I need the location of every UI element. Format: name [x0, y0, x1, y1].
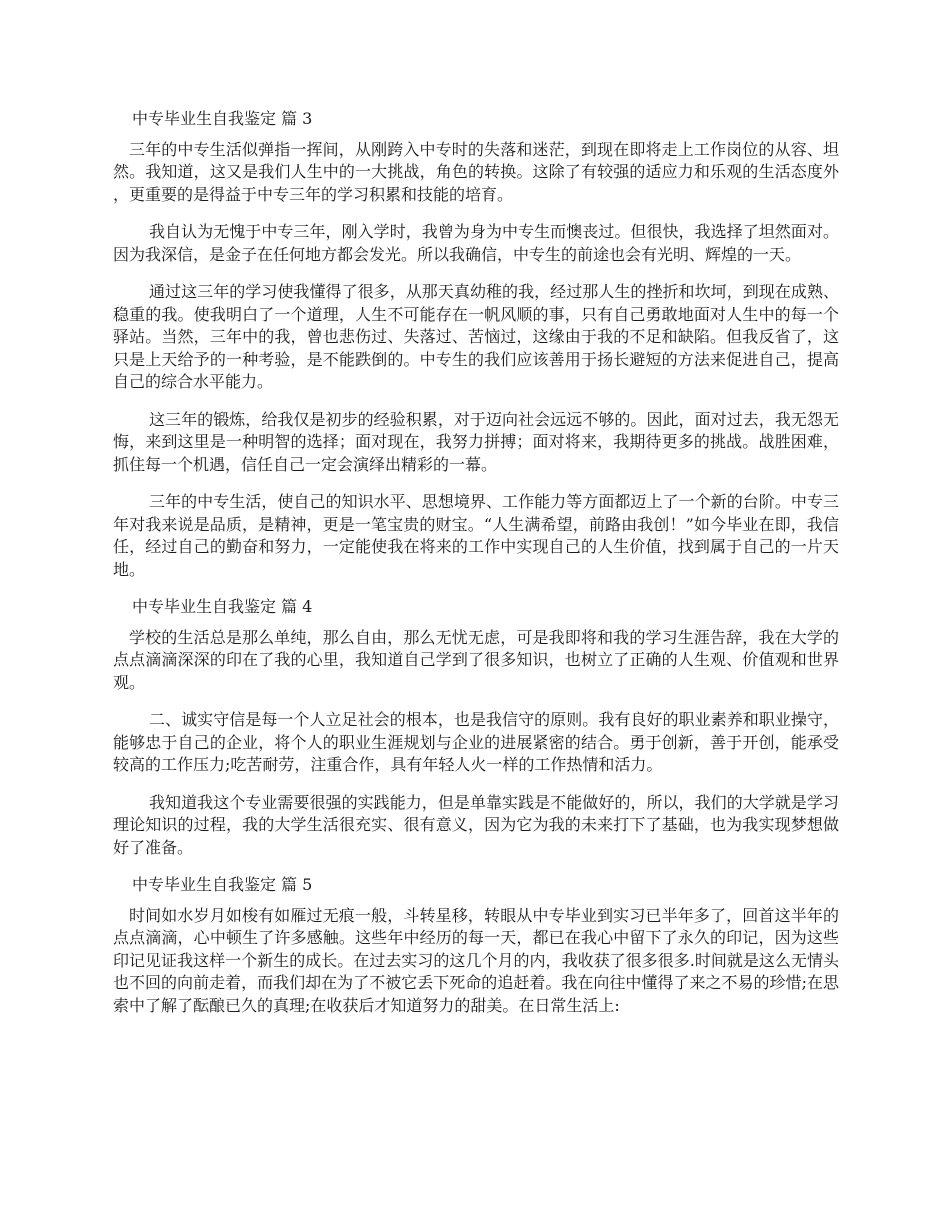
paragraph: 时间如水岁月如梭有如雁过无痕一般，斗转星移，转眼从中专毕业到实习已半年多了，回首这半年的点点滴滴，心中顿生了许多感触。这些年中经历的每一天，都已在我心中留下了永久的印记，因为这些印记见证我这样一个新生的成长。在过去实习的这几个月的内，我收获了很多很多.时间就是这么无情头也不回的向前走着，而我们却在为了不被它丢下死命的追赶着。我在向往中懂得了来之不易的珍惜;在思索中了解了酝酿已久的真理;在收获后才知道努力的甜美。在日常生活上: [113, 905, 839, 1015]
section-heading: 中专毕业生自我鉴定 篇 3 [132, 109, 313, 128]
paragraph: 二、诚实守信是每一个人立足社会的根本，也是我信守的原则。我有良好的职业素养和职业操守，能够忠于自己的企业，将个人的职业生涯规划与企业的进展紧密的结合。勇于创新，善于开创，能承受较高的工作压力;吃苦耐劳，注重合作，具有年轻人火一样的工作热情和活力。 [113, 710, 839, 774]
document-page [113, 108, 839, 1032]
paragraph: 这三年的锻炼，给我仅是初步的经验积累，对于迈向社会远远不够的。因此，面对过去，我无怨无悔，来到这里是一种明智的选择；面对现在，我努力拼搏；面对将来，我期待更多的挑战。战胜困难，抓住每一个机遇，信任自己一定会演绎出精彩的一幕。 [113, 409, 839, 474]
paragraph: 学校的生活总是那么单纯，那么自由，那么无忧无虑，可是我即将和我的学习生涯告辞，我在大学的点点滴滴深深的印在了我的心里，我知道自己学到了很多知识，也树立了正确的人生观、价值观和世界观。 [113, 627, 839, 692]
paragraph: 通过这三年的学习使我懂得了很多，从那天真幼稚的我，经过那人生的挫折和坎坷，到现在成熟、稳重的我。使我明白了一个道理，人生不可能存在一帆风顺的事，只有自己勇敢地面对人生中的每一个驿站。当然，三年中的我，曾也悲伤过、失落过、苦恼过，这缘由于我的不足和缺陷。但我反省了，这只是上天给予的一种考验，是不能跌倒的。中专生的我们应该善用于扬长避短的方法来促进自己，提高自己的综合水平能力。 [113, 282, 839, 391]
section-5 [113, 874, 839, 1017]
paragraph: 我自认为无愧于中专三年，刚入学时，我曾为身为中专生而懊丧过。但很快，我选择了坦然面对。因为我深信，是金子在任何地方都会发光。所以我确信，中专生的前途也会有光明、辉煌的一天。 [113, 222, 839, 264]
section-heading: 中专毕业生自我鉴定 篇 5 [132, 875, 313, 894]
section-3 [113, 108, 839, 581]
paragraph: 三年的中专生活似弹指一挥间，从刚跨入中专时的失落和迷茫，到现在即将走上工作岗位的从容、坦然。我知道，这又是我们人生中的一大挑战，角色的转换。这除了有较强的适应力和乐观的生活态度外，更重要的是得益于中专三年的学习积累和技能的培育。 [113, 139, 839, 204]
section-heading: 中专毕业生自我鉴定 篇 4 [132, 597, 313, 616]
section-4 [113, 596, 839, 859]
paragraph: 我知道我这个专业需要很强的实践能力，但是单靠实践是不能做好的，所以，我们的大学就是学习理论知识的过程，我的大学生活很充实、很有意义，因为它为我的未来打下了基础，也为我实现梦想做好了准备。 [113, 792, 839, 857]
paragraph: 三年的中专生活，使自己的知识水平、思想境界、工作能力等方面都迈上了一个新的台阶。中专三年对我来说是品质，是精神，更是一笔宝贵的财宝。“人生满希望，前路由我创！”如今毕业在即，我信任，经过自己的勤奋和努力，一定能使我在将来的工作中实现自己的人生价值，找到属于自己的一片天地。 [113, 492, 839, 579]
